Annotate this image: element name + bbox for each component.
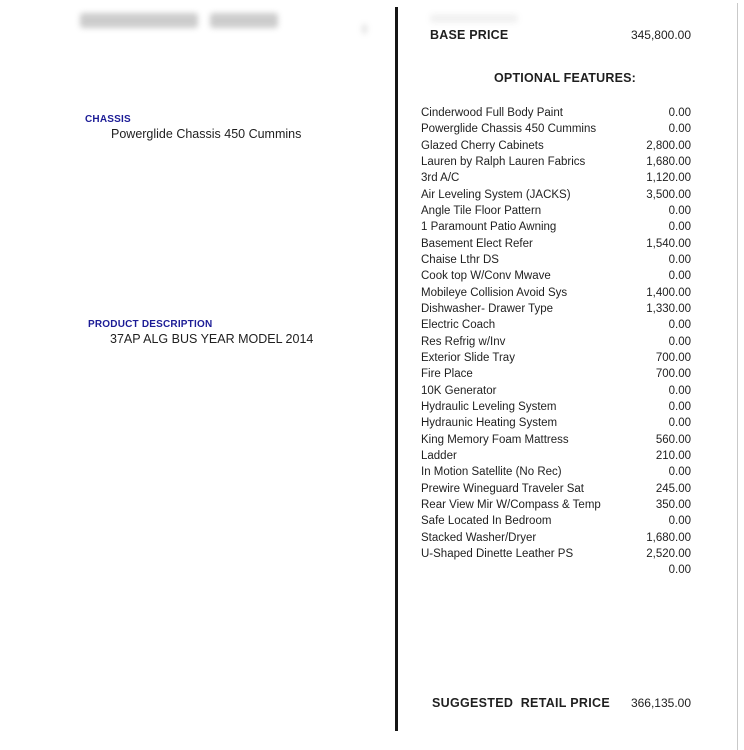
base-price-label: BASE PRICE	[430, 28, 509, 42]
feature-name: Prewire Wineguard Traveler Sat	[421, 482, 584, 495]
feature-name: Res Refrig w/Inv	[421, 335, 506, 348]
feature-name: Chaise Lthr DS	[421, 253, 499, 266]
feature-row	[421, 415, 691, 431]
feature-row	[421, 432, 691, 448]
scan-artifact-mark	[362, 24, 367, 34]
feature-name: King Memory Foam Mattress	[421, 433, 569, 446]
feature-row	[421, 154, 691, 170]
feature-price: 0.00	[668, 564, 691, 577]
optional-features-list	[421, 105, 691, 579]
feature-name: Hydraunic Heating System	[421, 417, 558, 430]
feature-price: 0.00	[668, 417, 691, 430]
feature-row	[421, 334, 691, 350]
feature-name: Cook top W/Conv Mwave	[421, 270, 551, 283]
feature-name: Cinderwood Full Body Paint	[421, 107, 563, 119]
base-price-row	[421, 28, 691, 42]
feature-name: Fire Place	[421, 368, 473, 381]
feature-row	[421, 285, 691, 301]
feature-price: 0.00	[668, 123, 691, 136]
feature-row	[421, 219, 691, 235]
feature-price: 1,540.00	[646, 237, 691, 250]
redacted-header-text-right	[210, 13, 278, 28]
feature-row	[421, 497, 691, 513]
feature-price: 350.00	[655, 498, 691, 511]
base-price-value: 345,800.00	[630, 28, 691, 42]
feature-name: 10K Generator	[421, 384, 497, 397]
redacted-text-above-base-price	[430, 14, 518, 23]
feature-price: 700.00	[655, 351, 691, 364]
feature-name: In Motion Satellite (No Rec)	[421, 466, 562, 479]
feature-row	[421, 105, 691, 121]
feature-row	[421, 481, 691, 497]
feature-price: 0.00	[668, 270, 691, 283]
feature-row	[421, 530, 691, 546]
feature-row	[421, 121, 691, 137]
feature-row	[421, 350, 691, 366]
feature-row	[421, 546, 691, 562]
feature-name: Basement Elect Refer	[421, 237, 533, 250]
feature-name: 1 Paramount Patio Awning	[421, 221, 557, 234]
feature-name: Exterior Slide Tray	[421, 351, 515, 364]
feature-price: 245.00	[655, 482, 691, 495]
product-description-section-label: PRODUCT DESCRIPTION	[88, 319, 213, 330]
feature-price: 560.00	[655, 433, 691, 446]
feature-row	[421, 301, 691, 317]
feature-row	[421, 399, 691, 415]
feature-row	[421, 252, 691, 268]
feature-price: 0.00	[668, 515, 691, 528]
feature-row	[421, 203, 691, 219]
chassis-value: Powerglide Chassis 450 Cummins	[111, 127, 302, 141]
feature-price: 0.00	[668, 335, 691, 348]
feature-row	[421, 187, 691, 203]
feature-row	[421, 383, 691, 399]
feature-name: 3rd A/C	[421, 172, 460, 185]
feature-price: 0.00	[668, 400, 691, 413]
feature-price: 0.00	[668, 204, 691, 217]
feature-row	[421, 448, 691, 464]
feature-price: 0.00	[668, 466, 691, 479]
feature-price: 1,330.00	[646, 302, 691, 315]
feature-name: Electric Coach	[421, 319, 496, 332]
feature-price: 0.00	[668, 221, 691, 234]
feature-row	[421, 268, 691, 284]
feature-price: 1,680.00	[646, 155, 691, 168]
optional-features-heading: OPTIONAL FEATURES:	[493, 71, 637, 85]
feature-price: 700.00	[655, 368, 691, 381]
feature-name: Safe Located In Bedroom	[421, 515, 552, 528]
chassis-section-label: CHASSIS	[85, 114, 131, 125]
feature-price: 3,500.00	[646, 188, 691, 201]
product-description-value: 37AP ALG BUS YEAR MODEL 2014	[110, 332, 314, 346]
feature-row	[421, 170, 691, 186]
feature-name: Ladder	[421, 449, 457, 462]
feature-row	[421, 562, 691, 578]
feature-price: 2,800.00	[646, 139, 691, 152]
feature-row	[421, 464, 691, 480]
feature-name: U-Shaped Dinette Leather PS	[421, 547, 574, 560]
feature-row	[421, 317, 691, 333]
feature-name: Stacked Washer/Dryer	[421, 531, 537, 544]
suggested-retail-price-value: 366,135.00	[630, 696, 691, 710]
feature-name: Angle Tile Floor Pattern	[421, 204, 542, 217]
feature-price: 210.00	[655, 449, 691, 462]
suggested-retail-price-row	[421, 696, 691, 710]
feature-price: 1,120.00	[646, 172, 691, 185]
feature-row	[421, 138, 691, 154]
feature-name: Air Leveling System (JACKS)	[421, 188, 571, 201]
page-right-edge-line	[737, 3, 738, 750]
vertical-divider-line	[395, 7, 398, 731]
feature-name: Lauren by Ralph Lauren Fabrics	[421, 155, 586, 168]
feature-name: Powerglide Chassis 450 Cummins	[421, 123, 597, 136]
feature-name: Glazed Cherry Cabinets	[421, 139, 544, 152]
feature-price: 1,680.00	[646, 531, 691, 544]
feature-price: 0.00	[668, 319, 691, 332]
feature-price: 1,400.00	[646, 286, 691, 299]
feature-row	[421, 366, 691, 382]
feature-row	[421, 236, 691, 252]
feature-name: Mobileye Collision Avoid Sys	[421, 286, 568, 299]
feature-name: Hydraulic Leveling System	[421, 400, 557, 413]
feature-price: 0.00	[668, 384, 691, 397]
feature-price: 0.00	[668, 107, 691, 119]
feature-name: Rear View Mir W/Compass & Temp	[421, 498, 601, 511]
feature-price: 0.00	[668, 253, 691, 266]
feature-row	[421, 513, 691, 529]
feature-price: 2,520.00	[646, 547, 691, 560]
suggested-retail-price-label: SUGGESTED RETAIL PRICE	[432, 696, 610, 710]
redacted-header-text-left	[80, 13, 198, 28]
feature-name: Dishwasher- Drawer Type	[421, 302, 554, 315]
